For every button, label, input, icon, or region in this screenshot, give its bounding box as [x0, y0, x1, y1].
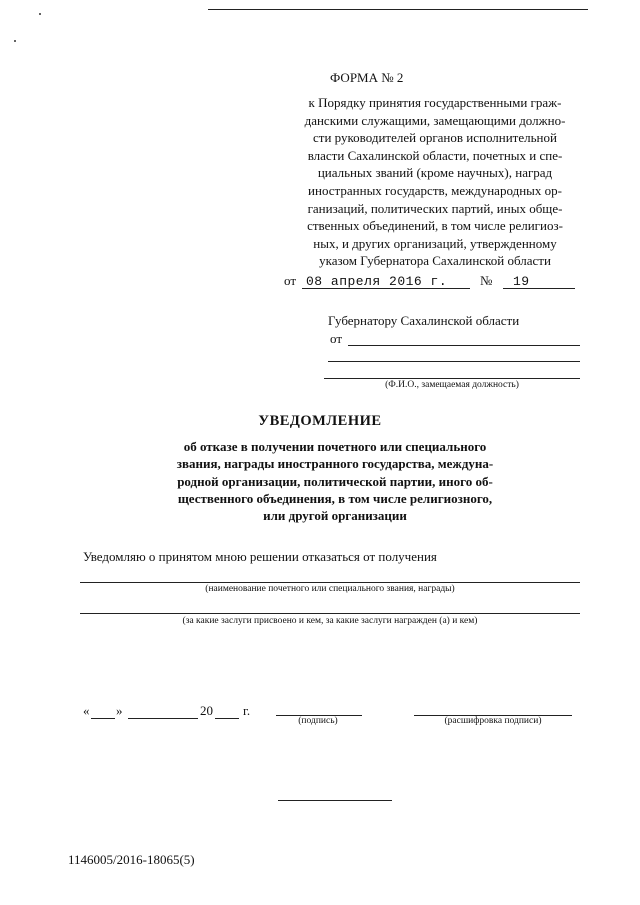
- order-from-label: от: [284, 273, 297, 288]
- addressee-title: Губернатору Сахалинской области: [328, 313, 520, 328]
- order-reference-line: к Порядку принятия государственными граж-: [308, 95, 562, 110]
- order-reference-line: циальных званий (кроме научных), наград: [317, 165, 553, 181]
- notice-subtitle-line: щественного объединения, в том числе религиозного,: [177, 490, 493, 506]
- addressee-position-line: [328, 361, 580, 362]
- year-blank: [215, 718, 239, 719]
- order-number-underline: [503, 288, 575, 289]
- signature-decoding-caption: (расшифровка подписи): [444, 716, 542, 726]
- notice-subtitle-line: звания, награды иностранного государства, междуна-: [176, 456, 494, 472]
- order-reference-line: ганизаций, политических партий, иных обще-: [307, 200, 563, 216]
- registration-line: [278, 800, 392, 801]
- addressee-position-line: [324, 378, 580, 379]
- order-reference-line: ных, и других организаций, утвержденному: [313, 235, 557, 251]
- order-reference-line: сти руководителей органов исполнительной: [313, 130, 557, 146]
- fio-caption: (Ф.И.О., замещаемая должность): [385, 380, 519, 390]
- document-number: 1146005/2016-18065(5): [68, 852, 195, 867]
- month-blank: [128, 718, 198, 719]
- scan-speck: [39, 13, 41, 15]
- scan-speck: [14, 40, 16, 42]
- notice-subtitle-line: об отказе в получении почетного или специального: [183, 439, 487, 454]
- date-quote-close: »: [116, 703, 123, 718]
- year-suffix: г.: [243, 703, 251, 718]
- notice-title: УВЕДОМЛЕНИЕ: [258, 413, 382, 429]
- merits-caption: (за какие заслуги присвоено и кем, за какие заслуги награжден (а) и кем): [182, 616, 478, 626]
- order-reference: [280, 94, 590, 270]
- order-reference-line: указом Губернатора Сахалинской области: [319, 253, 551, 269]
- addressee-from-label: от: [330, 331, 343, 346]
- notice-subtitle-line: родной организации, политической партии, иного об-: [177, 473, 493, 489]
- intro-text: Уведомляю о принятом мною решении отказаться от получения: [83, 549, 437, 564]
- date-quote-open: «: [83, 703, 90, 718]
- award-name-line: [80, 582, 580, 583]
- order-reference-line: власти Сахалинской области, почетных и спе-: [307, 147, 563, 163]
- top-border-line: [208, 9, 588, 10]
- form-title: ФОРМА № 2: [330, 70, 404, 85]
- year-prefix: 20: [200, 703, 213, 718]
- order-reference-line: ственных объединений, в том числе религиоз-: [307, 218, 563, 234]
- award-name-caption: (наименование почетного или специального звания, награды): [205, 584, 455, 594]
- addressee-name-line: [348, 345, 580, 346]
- signature-caption: (подпись): [298, 716, 338, 726]
- notice-subtitle-line: или другой организации: [263, 508, 407, 524]
- merits-line: [80, 613, 580, 614]
- day-blank: [91, 718, 115, 719]
- order-reference-line: данскими служащими, замещающими должно-: [304, 112, 566, 128]
- order-date-underline: [302, 288, 470, 289]
- order-number-label: №: [480, 273, 493, 288]
- order-date-row: [284, 273, 594, 291]
- order-date-value: 08 апреля 2016 г.: [306, 274, 448, 289]
- notice-subtitle: [150, 438, 520, 524]
- order-reference-line: иностранных государств, международных ор-: [308, 182, 562, 198]
- order-number-value: 19: [513, 274, 530, 289]
